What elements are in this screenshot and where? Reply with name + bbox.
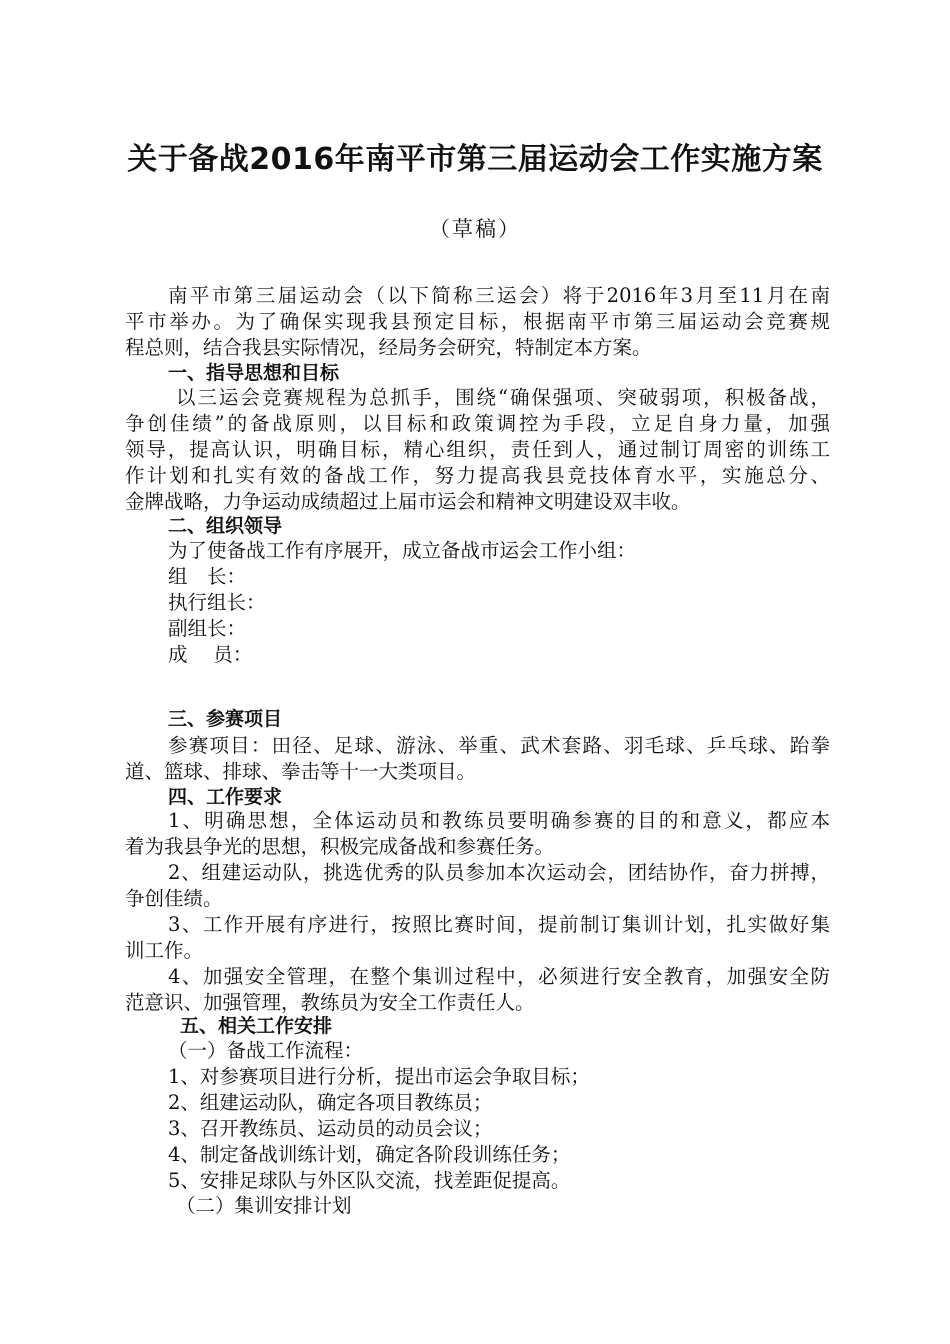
section-heading: 三、参赛项目 [168, 708, 283, 730]
paragraph-line: 训工作。 [125, 939, 204, 962]
section-heading: 二、组织领导 [168, 515, 283, 537]
paragraph-line: 为了使备战工作有序展开，成立备战市运会工作小组： [168, 539, 637, 562]
paragraph-line: 着为我县争光的思想，积极完成备战和参赛任务。 [125, 835, 555, 858]
list-item: 4、制定备战训练计划，确定各阶段训练任务； [168, 1143, 571, 1166]
paragraph-line: 领导，提高认识，明确目标，精心组织，责任到人，通过制订周密的训练工 [125, 438, 830, 461]
role-label: 副组长： [168, 617, 247, 640]
document-subtitle: （草稿） [429, 217, 521, 241]
paragraph-line: 争创佳绩”的备战原则，以目标和政策调控为手段，立足自身力量，加强 [125, 412, 830, 435]
paragraph-line: 争创佳绩。 [125, 887, 223, 910]
section-heading: 四、工作要求 [168, 786, 283, 808]
paragraph-line: 1、明确思想，全体运动员和教练员要明确参赛的目的和意义，都应本 [168, 809, 830, 832]
section-heading: 五、相关工作安排 [180, 1015, 333, 1037]
intro-line: 程总则，结合我县实际情况，经局务会研究，特制定本方案。 [125, 336, 652, 359]
role-label: 组 长： [168, 565, 247, 588]
role-label: 成 员： [168, 643, 253, 666]
section-heading: 一、指导思想和目标 [168, 362, 340, 384]
list-item: 5、安排足球队与外区队交流，找差距促提高。 [168, 1169, 571, 1192]
paragraph-line: 作计划和扎实有效的备战工作，努力提高我县竞技体育水平，实施总分、 [125, 464, 830, 487]
list-item: 2、组建运动队，确定各项目教练员； [168, 1091, 493, 1114]
paragraph-line: 道、篮球、排球、拳击等十一大类项目。 [125, 760, 477, 783]
role-label: 执行组长： [168, 591, 266, 614]
paragraph-line: 参赛项目：田径、足球、游泳、举重、武术套路、羽毛球、乒乓球、跆拳 [168, 734, 830, 757]
paragraph-line: 3、工作开展有序进行，按照比赛时间，提前制订集训计划，扎实做好集 [168, 913, 830, 936]
subsection-heading: （二）集训安排计划 [176, 1194, 352, 1217]
list-item: 3、召开教练员、运动员的动员会议； [168, 1117, 493, 1140]
paragraph-line: 2、组建运动队，挑选优秀的队员参加本次运动会，团结协作，奋力拼搏， [168, 861, 830, 884]
intro-line: 南平市第三届运动会（以下简称三运会）将于2016年3月至11月在南 [168, 284, 830, 307]
paragraph-line: 以三运会竞赛规程为总抓手，围绕“确保强项、突破弱项，积极备战， [176, 386, 830, 409]
paragraph-line: 范意识、加强管理，教练员为安全工作责任人。 [125, 991, 535, 1014]
list-item: 1、对参赛项目进行分析，提出市运会争取目标； [168, 1065, 590, 1088]
paragraph-line: 金牌战略，力争运动成绩超过上届市运会和精神文明建设双丰收。 [125, 490, 691, 513]
document-title: 关于备战2016年南平市第三届运动会工作实施方案 [127, 142, 823, 177]
paragraph-line: 4、加强安全管理，在整个集训过程中，必须进行安全教育，加强安全防 [168, 965, 830, 988]
intro-line: 平市举办。为了确保实现我县预定目标，根据南平市第三届运动会竞赛规 [125, 310, 830, 333]
subsection-heading: （一）备战工作流程： [168, 1039, 364, 1062]
